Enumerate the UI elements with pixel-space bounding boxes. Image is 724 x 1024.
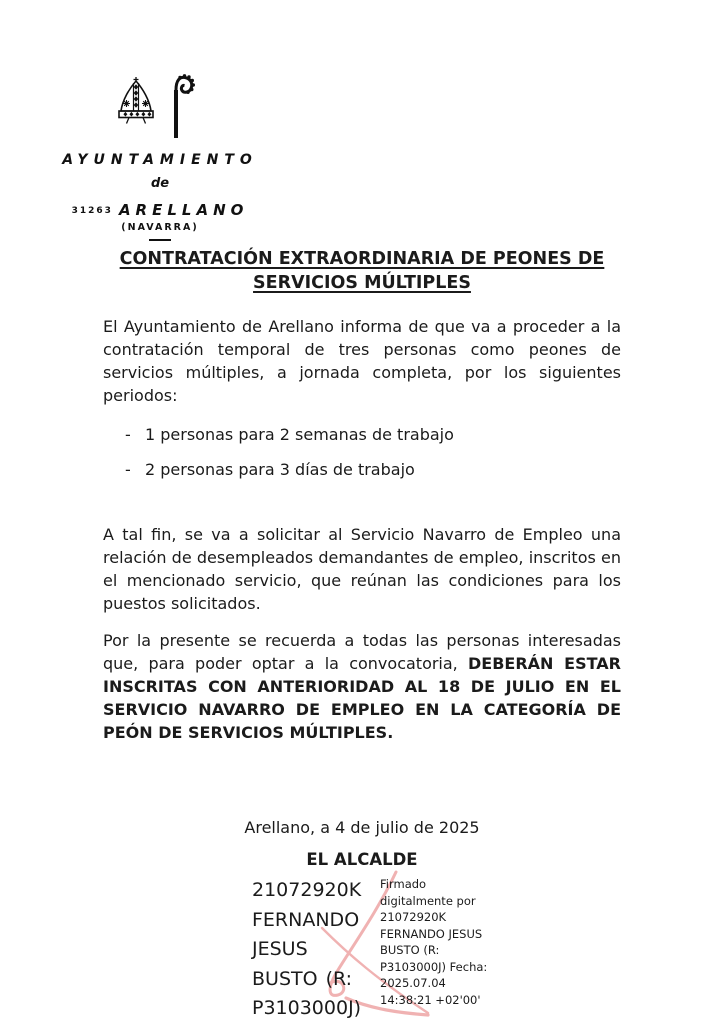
paragraph-request: A tal fin, se va a solicitar al Servicio Navarro de Empleo una relación de desempleados demandantes de empleo, inscritos en el mencionado servicio, que reúnan las condiciones para los puestos solicitados. bbox=[103, 525, 621, 613]
signature-details-text: Firmado digitalmente por 21072920K FERNANDO JESUS BUSTO (R: P3103000J) Fecha: 2025.07.04 14:38:21 +02'00' bbox=[380, 877, 488, 1007]
list-item bbox=[125, 423, 621, 446]
signer-role: EL ALCALDE bbox=[306, 850, 418, 869]
document-title bbox=[103, 247, 621, 295]
letterhead bbox=[58, 74, 262, 241]
org-town-row bbox=[58, 200, 262, 219]
bishop-mitre-icon bbox=[119, 77, 153, 124]
periods-list bbox=[103, 423, 621, 481]
signature-name-text: 21072920K FERNANDO JESUS BUSTO (R: P3103000J) bbox=[252, 879, 362, 1019]
bullet-dash: - bbox=[125, 425, 131, 444]
document-body bbox=[103, 247, 621, 1024]
letterhead-rule bbox=[149, 239, 171, 241]
paragraph-reminder bbox=[103, 629, 621, 744]
town-name: ARELLANO bbox=[118, 201, 249, 219]
org-name: AYUNTAMIENTO bbox=[62, 152, 258, 168]
org-connector: de bbox=[150, 176, 170, 191]
paragraph-reminder-bold: DEBERÁN ESTAR INSCRITAS CON ANTERIORIDAD AL 18 DE JULIO EN EL SERVICIO NAVARRO DE EMPLEO EN LA CATEGORÍA DE PEÓN DE SERVICIOS MÚLTIPLES. bbox=[103, 654, 621, 742]
list-item bbox=[125, 458, 621, 481]
bishop-crozier-icon bbox=[174, 74, 195, 138]
document-title-line-1: CONTRATACIÓN EXTRAORDINARIA DE PEONES DE bbox=[119, 249, 605, 269]
municipal-crest-icon bbox=[114, 74, 206, 144]
paragraph-reminder-normal: Por la presente se recuerda a todas las personas interesadas que, para poder optar a la convocatoria, bbox=[103, 631, 621, 673]
date-line: Arellano, a 4 de julio de 2025 bbox=[244, 818, 480, 837]
digital-signature-block bbox=[115, 876, 633, 1024]
postal-code: 31263 bbox=[71, 206, 113, 216]
list-item-text: 1 personas para 2 semanas de trabajo bbox=[145, 425, 454, 444]
bullet-dash: - bbox=[125, 460, 131, 479]
list-item-text: 2 personas para 3 días de trabajo bbox=[145, 460, 415, 479]
province-name: (NAVARRA) bbox=[121, 222, 199, 233]
paragraph-intro: El Ayuntamiento de Arellano informa de que va a proceder a la contratación temporal de tres personas como peones de servicios múltiples, a jornada completa, por los siguientes periodos: bbox=[103, 317, 621, 405]
document-title-line-2: SERVICIOS MÚLTIPLES bbox=[253, 273, 471, 293]
